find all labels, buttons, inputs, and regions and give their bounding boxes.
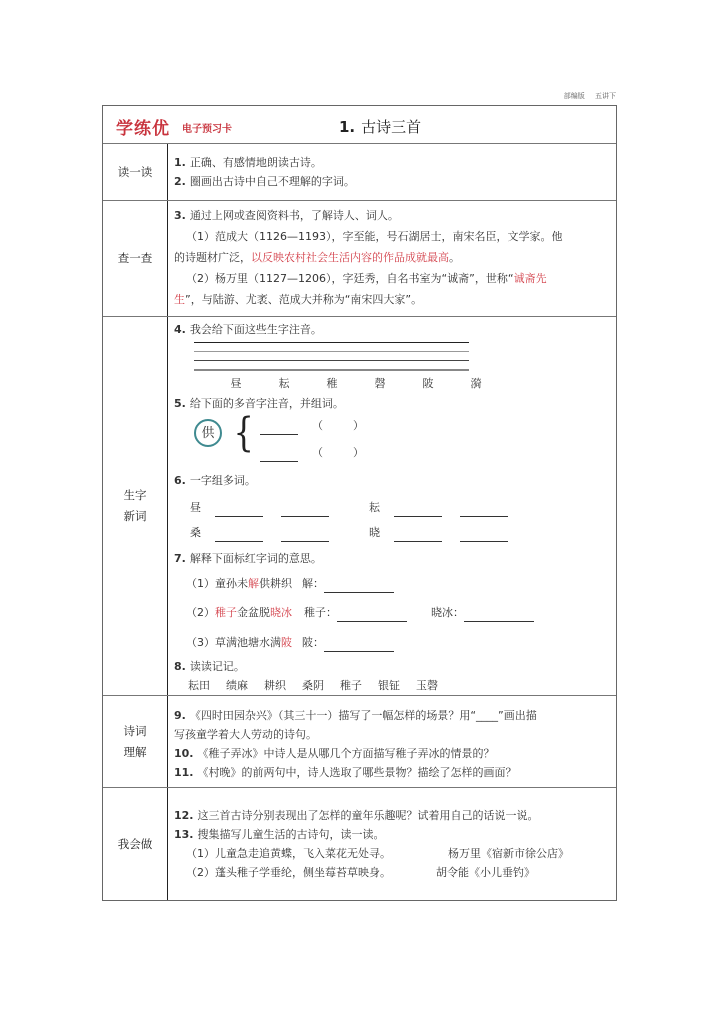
question-13: 13. 搜集描写儿童生活的古诗句，读一读。 xyxy=(174,828,385,841)
explain-item-1: （1）童孙未解供耕织 解： xyxy=(186,574,394,593)
section-label: 我会做 xyxy=(103,788,168,900)
word-combo: 晓 xyxy=(369,523,526,542)
edition-label: 部编版 xyxy=(563,92,585,100)
section-label: 生字 新词 xyxy=(103,317,168,695)
explain-item-2: （2）稚子金盆脱晓冰 稚子： 晓冰： xyxy=(186,603,534,622)
answer-blank[interactable] xyxy=(324,580,394,593)
memorize-words: 耘田 绩麻 耕织 桑阴 稚子 银钲 玉磬 xyxy=(188,679,438,692)
answer-blank[interactable] xyxy=(215,504,263,517)
answer-blank[interactable] xyxy=(215,529,263,542)
section-content xyxy=(174,317,610,696)
card-header xyxy=(103,106,616,144)
grade-label: 五讲下 xyxy=(595,92,616,100)
poet-fan-chengda-cont: 的诗题材广泛，以反映农村社会生活内容的作品成就最高。 xyxy=(174,251,460,264)
highlight-text: 以反映农村社会生活内容的作品成就最高 xyxy=(251,251,449,264)
highlight-text: 生 xyxy=(174,293,185,306)
section-lookup xyxy=(103,201,616,317)
section-words xyxy=(103,317,616,696)
pinyin-blank[interactable] xyxy=(260,422,298,435)
section-content xyxy=(174,706,610,782)
question-1: 1. 正确、有感情地朗读古诗。 xyxy=(174,156,322,169)
lesson-title xyxy=(339,116,421,137)
section-read xyxy=(103,144,616,201)
answer-blank[interactable] xyxy=(281,504,329,517)
poet-yang-wanli: （2）杨万里（1127—1206），字廷秀，自名书室为“诚斋”，世称“诚斋先 xyxy=(186,272,547,285)
polyphone-char-circle: 供 xyxy=(194,419,222,447)
question-7: 7. 解释下面标红字词的意思。 xyxy=(174,552,322,565)
lesson-number: 1. xyxy=(339,118,356,136)
answer-blank[interactable] xyxy=(337,609,407,622)
polyphone-entry: （ ） xyxy=(260,416,364,435)
section-understand xyxy=(103,696,616,788)
preview-card xyxy=(102,105,617,901)
answer-blank[interactable] xyxy=(464,609,534,622)
pinyin-line xyxy=(194,360,469,361)
answer-blank[interactable] xyxy=(460,504,508,517)
poem-line-1: （1）儿童急走追黄蝶，飞入菜花无处寻。 杨万里《宿新市徐公店》 xyxy=(186,847,569,860)
pinyin-line xyxy=(194,342,469,343)
question-8: 8. 读读记记。 xyxy=(174,660,245,673)
question-10: 10. 《稚子弄冰》中诗人是从哪几个方面描写稚子弄冰的情景的？ xyxy=(174,747,495,760)
answer-blank[interactable] xyxy=(324,639,394,652)
word-combo: 桑 xyxy=(190,523,347,542)
polyphone-entry: （ ） xyxy=(260,443,364,462)
pinyin-line xyxy=(194,351,469,352)
question-5: 5. 给下面的多音字注音，并组词。 xyxy=(174,397,344,410)
word-combo: 耘 xyxy=(369,498,526,517)
question-4: 4. 我会给下面这些生字注音。 xyxy=(174,323,322,336)
poet-yang-wanli-cont: 生”，与陆游、尤袤、范成大并称为“南宋四大家”。 xyxy=(174,293,423,306)
answer-blank[interactable] xyxy=(460,529,508,542)
answer-blank[interactable] xyxy=(394,504,442,517)
pinyin-line xyxy=(194,369,469,371)
question-3: 3. 通过上网或查阅资料书，了解诗人、词人。 xyxy=(174,209,399,222)
section-label: 读一读 xyxy=(103,144,168,200)
highlight-text: 诚斋先 xyxy=(513,272,547,285)
question-9: 9. 《四时田园杂兴》（其三十一）描写了一幅怎样的场景？用“____”画出描 xyxy=(174,709,537,722)
answer-blank[interactable] xyxy=(281,529,329,542)
brace-icon: { xyxy=(233,410,254,456)
poet-fan-chengda: （1）范成大（1126—1193），字至能，号石湖居士，南宋名臣，文学家。他 xyxy=(186,230,563,243)
pinyin-blank[interactable] xyxy=(260,449,298,462)
explain-item-3: （3）草满池塘水满陂 陂： xyxy=(186,633,394,652)
section-content xyxy=(174,205,610,310)
question-6: 6. 一字组多词。 xyxy=(174,474,256,487)
section-label: 查一查 xyxy=(103,201,168,316)
question-11: 11. 《村晚》的前两句中，诗人选取了哪些景物？描绘了怎样的画面？ xyxy=(174,766,517,779)
lesson-title-text: 古诗三首 xyxy=(361,118,422,136)
section-practice xyxy=(103,788,616,900)
brand-logo: 学练优 xyxy=(116,119,170,139)
section-label: 诗词 理解 xyxy=(103,696,168,787)
word-combo: 昼 xyxy=(190,498,347,517)
edition-meta xyxy=(556,91,616,101)
section-content xyxy=(174,153,610,191)
question-2: 2. 圈画出古诗中自己不理解的字词。 xyxy=(174,175,355,188)
question-12: 12. 这三首古诗分别表现出了怎样的童年乐趣呢？试着用自己的话说一说。 xyxy=(174,809,539,822)
answer-blank[interactable] xyxy=(394,529,442,542)
section-content xyxy=(174,806,610,882)
poem-line-2: （2）蓬头稚子学垂纶，侧坐莓苔草映身。 胡令能《小儿垂钓》 xyxy=(186,866,535,879)
question-9-cont: 写孩童学着大人劳动的诗句。 xyxy=(174,728,317,741)
brand-subtitle: 电子预习卡 xyxy=(182,124,232,135)
pinyin-chars: 昼 耘 稚 磬 陂 漪 xyxy=(230,377,482,390)
